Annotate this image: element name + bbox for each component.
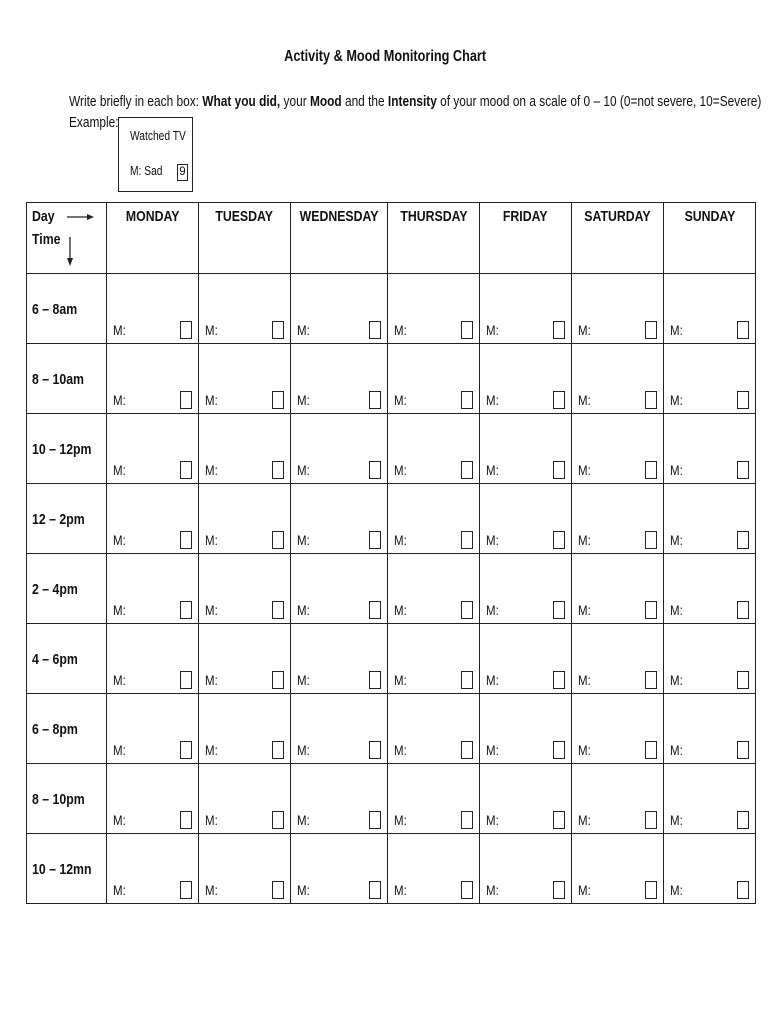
mood-label: M: (297, 392, 310, 408)
mood-label: M: (394, 882, 407, 898)
activity-cell[interactable] (572, 624, 664, 694)
time-slot-label: 12 – 2pm (32, 511, 85, 528)
intensity-box[interactable] (553, 391, 565, 409)
arrow-down-icon (66, 237, 74, 267)
intensity-box[interactable] (369, 881, 381, 899)
time-slot-cell (27, 554, 107, 624)
activity-cell[interactable] (291, 414, 388, 484)
instructions-bold-mood: Mood (309, 94, 342, 110)
chart-body (27, 274, 756, 904)
mood-label: M: (205, 532, 218, 548)
instructions-text-4: of your mood on a scale of 0 – 10 (0=not severe, 10=Severe) (436, 94, 762, 110)
time-slot-cell (27, 344, 107, 414)
activity-cell[interactable] (199, 344, 291, 414)
activity-cell[interactable] (388, 274, 480, 344)
activity-cell[interactable] (291, 484, 388, 554)
time-slot-label: 10 – 12pm (32, 441, 92, 458)
mood-label: M: (297, 462, 310, 478)
mood-label: M: (486, 322, 499, 338)
activity-cell[interactable] (388, 414, 480, 484)
activity-cell[interactable] (199, 554, 291, 624)
mood-label: M: (486, 742, 499, 758)
time-row (27, 554, 756, 624)
day-header-saturday: SATURDAY (572, 203, 664, 274)
intensity-box[interactable] (553, 671, 565, 689)
intensity-box[interactable] (645, 391, 657, 409)
mood-label: M: (486, 812, 499, 828)
intensity-box[interactable] (369, 531, 381, 549)
activity-cell[interactable] (572, 764, 664, 834)
activity-cell[interactable] (388, 764, 480, 834)
intensity-box[interactable] (461, 601, 473, 619)
day-header-monday: MONDAY (107, 203, 199, 274)
intensity-box[interactable] (737, 601, 749, 619)
intensity-box[interactable] (737, 741, 749, 759)
intensity-box[interactable] (180, 391, 192, 409)
mood-label: M: (394, 602, 407, 618)
activity-cell[interactable] (572, 834, 664, 904)
intensity-box[interactable] (272, 601, 284, 619)
mood-label: M: (297, 672, 310, 688)
mood-label: M: (670, 742, 683, 758)
activity-cell[interactable] (107, 694, 199, 764)
day-header-thursday: THURSDAY (388, 203, 480, 274)
mood-label: M: (205, 882, 218, 898)
activity-cell[interactable] (199, 624, 291, 694)
mood-label: M: (297, 602, 310, 618)
activity-cell[interactable] (572, 554, 664, 624)
time-slot-cell (27, 694, 107, 764)
mood-chart-table (26, 202, 756, 904)
intensity-box[interactable] (272, 881, 284, 899)
instructions (69, 94, 770, 110)
activity-cell[interactable] (664, 344, 756, 414)
example-intensity-box: 9 (177, 164, 188, 181)
time-slot-cell (27, 764, 107, 834)
activity-cell[interactable] (107, 484, 199, 554)
intensity-box[interactable] (272, 461, 284, 479)
mood-label: M: (394, 322, 407, 338)
intensity-box[interactable] (461, 391, 473, 409)
intensity-box[interactable] (645, 321, 657, 339)
intensity-box[interactable] (369, 321, 381, 339)
mood-label: M: (486, 602, 499, 618)
intensity-box[interactable] (180, 321, 192, 339)
intensity-box[interactable] (180, 461, 192, 479)
activity-cell[interactable] (664, 694, 756, 764)
mood-label: M: (578, 532, 591, 548)
corner-day-label: Day (32, 208, 55, 225)
time-row (27, 694, 756, 764)
title-text: Activity & Mood Monitoring Chart (284, 48, 486, 65)
activity-cell[interactable] (480, 694, 572, 764)
mood-label: M: (486, 392, 499, 408)
mood-label: M: (578, 462, 591, 478)
activity-cell[interactable] (480, 834, 572, 904)
mood-label: M: (670, 462, 683, 478)
intensity-box[interactable] (180, 881, 192, 899)
intensity-box[interactable] (553, 881, 565, 899)
instructions-bold-what-you-did: What you did, (202, 94, 281, 110)
intensity-box[interactable] (461, 461, 473, 479)
instructions-text-3: and the (341, 94, 388, 110)
mood-label: M: (205, 812, 218, 828)
time-slot-cell (27, 274, 107, 344)
activity-cell[interactable] (664, 624, 756, 694)
mood-label: M: (486, 532, 499, 548)
intensity-box[interactable] (180, 741, 192, 759)
activity-cell[interactable] (388, 344, 480, 414)
time-slot-label: 2 – 4pm (32, 581, 78, 598)
intensity-box[interactable] (369, 811, 381, 829)
intensity-box[interactable] (645, 741, 657, 759)
day-header-wednesday: WEDNESDAY (291, 203, 388, 274)
page-title (0, 48, 770, 66)
intensity-box[interactable] (737, 811, 749, 829)
time-slot-label: 10 – 12mn (32, 861, 92, 878)
mood-label: M: (394, 742, 407, 758)
mood-label: M: (670, 322, 683, 338)
mood-label: M: (113, 322, 126, 338)
intensity-box[interactable] (553, 741, 565, 759)
mood-label: M: (670, 812, 683, 828)
mood-label: M: (394, 672, 407, 688)
activity-cell[interactable] (664, 484, 756, 554)
corner-time-label: Time (32, 231, 61, 248)
activity-cell[interactable] (664, 274, 756, 344)
mood-label: M: (578, 392, 591, 408)
time-slot-cell (27, 834, 107, 904)
time-slot-label: 4 – 6pm (32, 651, 78, 668)
time-row (27, 274, 756, 344)
mood-label: M: (670, 602, 683, 618)
intensity-box[interactable] (180, 531, 192, 549)
mood-label: M: (578, 672, 591, 688)
mood-label: M: (297, 532, 310, 548)
day-header-friday: FRIDAY (480, 203, 572, 274)
activity-cell[interactable] (480, 484, 572, 554)
activity-cell[interactable] (480, 624, 572, 694)
time-slot-label: 8 – 10pm (32, 791, 85, 808)
time-slot-label: 8 – 10am (32, 371, 84, 388)
intensity-box[interactable] (369, 671, 381, 689)
intensity-box[interactable] (461, 531, 473, 549)
activity-cell[interactable] (572, 414, 664, 484)
activity-cell[interactable] (291, 554, 388, 624)
activity-cell[interactable] (107, 344, 199, 414)
time-row (27, 834, 756, 904)
time-row (27, 484, 756, 554)
mood-label: M: (297, 322, 310, 338)
mood-label: M: (113, 672, 126, 688)
intensity-box[interactable] (461, 321, 473, 339)
mood-label: M: (205, 392, 218, 408)
activity-cell[interactable] (107, 764, 199, 834)
mood-label: M: (394, 532, 407, 548)
activity-cell[interactable] (107, 274, 199, 344)
activity-cell[interactable] (199, 484, 291, 554)
mood-label: M: (578, 602, 591, 618)
mood-label: M: (394, 392, 407, 408)
instructions-bold-intensity: Intensity (387, 94, 437, 110)
intensity-box[interactable] (461, 741, 473, 759)
intensity-box[interactable] (369, 461, 381, 479)
mood-label: M: (113, 532, 126, 548)
activity-cell[interactable] (291, 764, 388, 834)
intensity-box[interactable] (272, 531, 284, 549)
mood-label: M: (486, 672, 499, 688)
activity-cell[interactable] (664, 414, 756, 484)
activity-cell[interactable] (388, 554, 480, 624)
instructions-text-1: Write briefly in each box: (69, 94, 203, 110)
mood-label: M: (113, 882, 126, 898)
time-row (27, 344, 756, 414)
intensity-box[interactable] (180, 601, 192, 619)
mood-label: M: (670, 882, 683, 898)
mood-label: M: (486, 462, 499, 478)
activity-cell[interactable] (388, 624, 480, 694)
mood-label: M: (205, 602, 218, 618)
intensity-box[interactable] (461, 671, 473, 689)
time-slot-label: 6 – 8am (32, 301, 78, 318)
intensity-box[interactable] (272, 321, 284, 339)
intensity-box[interactable] (645, 531, 657, 549)
time-slot-label: 6 – 8pm (32, 721, 78, 738)
intensity-box[interactable] (553, 321, 565, 339)
intensity-box[interactable] (461, 881, 473, 899)
intensity-box[interactable] (553, 531, 565, 549)
intensity-box[interactable] (553, 461, 565, 479)
intensity-box[interactable] (645, 811, 657, 829)
activity-cell[interactable] (291, 274, 388, 344)
intensity-box[interactable] (553, 811, 565, 829)
activity-cell[interactable] (480, 554, 572, 624)
intensity-box[interactable] (737, 391, 749, 409)
activity-cell[interactable] (291, 624, 388, 694)
activity-cell[interactable] (199, 414, 291, 484)
mood-label: M: (297, 742, 310, 758)
activity-cell[interactable] (480, 344, 572, 414)
mood-label: M: (670, 672, 683, 688)
day-header-sunday: SUNDAY (664, 203, 756, 274)
day-time-corner (27, 203, 107, 274)
mood-label: M: (205, 462, 218, 478)
time-slot-cell (27, 484, 107, 554)
intensity-box[interactable] (645, 461, 657, 479)
activity-cell[interactable] (291, 694, 388, 764)
intensity-box[interactable] (553, 601, 565, 619)
activity-cell[interactable] (480, 274, 572, 344)
mood-label: M: (578, 812, 591, 828)
mood-label: M: (205, 322, 218, 338)
intensity-box[interactable] (645, 881, 657, 899)
instructions-text-2: your (280, 94, 310, 110)
intensity-box[interactable] (272, 741, 284, 759)
activity-cell[interactable] (388, 834, 480, 904)
activity-cell[interactable] (572, 274, 664, 344)
time-row (27, 414, 756, 484)
mood-label: M: (205, 742, 218, 758)
mood-label: M: (113, 602, 126, 618)
activity-cell[interactable] (107, 624, 199, 694)
intensity-box[interactable] (180, 811, 192, 829)
activity-cell[interactable] (107, 414, 199, 484)
example-label: Example: (69, 115, 119, 131)
mood-label: M: (578, 742, 591, 758)
mood-label: M: (113, 462, 126, 478)
time-row (27, 624, 756, 694)
intensity-box[interactable] (645, 601, 657, 619)
intensity-box[interactable] (737, 461, 749, 479)
activity-cell[interactable] (664, 764, 756, 834)
intensity-box[interactable] (272, 811, 284, 829)
arrow-right-icon (67, 213, 95, 221)
intensity-box[interactable] (737, 531, 749, 549)
example-box (118, 117, 193, 192)
activity-cell[interactable] (480, 414, 572, 484)
intensity-box[interactable] (369, 601, 381, 619)
intensity-box[interactable] (180, 671, 192, 689)
activity-cell[interactable] (199, 764, 291, 834)
intensity-box[interactable] (737, 881, 749, 899)
intensity-box[interactable] (461, 811, 473, 829)
activity-cell[interactable] (199, 834, 291, 904)
activity-cell[interactable] (572, 694, 664, 764)
intensity-box[interactable] (737, 671, 749, 689)
activity-cell[interactable] (388, 694, 480, 764)
example-mood: M: Sad (130, 164, 163, 178)
mood-label: M: (113, 812, 126, 828)
activity-cell[interactable] (664, 834, 756, 904)
intensity-box[interactable] (737, 321, 749, 339)
activity-cell[interactable] (664, 554, 756, 624)
intensity-box[interactable] (369, 391, 381, 409)
time-slot-cell (27, 414, 107, 484)
activity-cell[interactable] (199, 694, 291, 764)
mood-label: M: (670, 532, 683, 548)
mood-label: M: (670, 392, 683, 408)
mood-label: M: (578, 882, 591, 898)
mood-label: M: (394, 462, 407, 478)
activity-cell[interactable] (107, 554, 199, 624)
mood-label: M: (205, 672, 218, 688)
day-header-tuesday: TUESDAY (199, 203, 291, 274)
intensity-box[interactable] (272, 671, 284, 689)
mood-label: M: (297, 812, 310, 828)
time-row (27, 764, 756, 834)
intensity-box[interactable] (369, 741, 381, 759)
activity-cell[interactable] (291, 834, 388, 904)
mood-label: M: (394, 812, 407, 828)
activity-cell[interactable] (388, 484, 480, 554)
mood-label: M: (486, 882, 499, 898)
activity-cell[interactable] (572, 484, 664, 554)
activity-cell[interactable] (199, 274, 291, 344)
mood-label: M: (113, 742, 126, 758)
header-row (27, 203, 756, 274)
time-slot-cell (27, 624, 107, 694)
activity-cell[interactable] (107, 834, 199, 904)
mood-label: M: (297, 882, 310, 898)
activity-cell[interactable] (572, 344, 664, 414)
activity-cell[interactable] (291, 344, 388, 414)
mood-label: M: (113, 392, 126, 408)
activity-cell[interactable] (480, 764, 572, 834)
intensity-box[interactable] (272, 391, 284, 409)
mood-label: M: (578, 322, 591, 338)
example-activity: Watched TV (130, 129, 186, 143)
intensity-box[interactable] (645, 671, 657, 689)
